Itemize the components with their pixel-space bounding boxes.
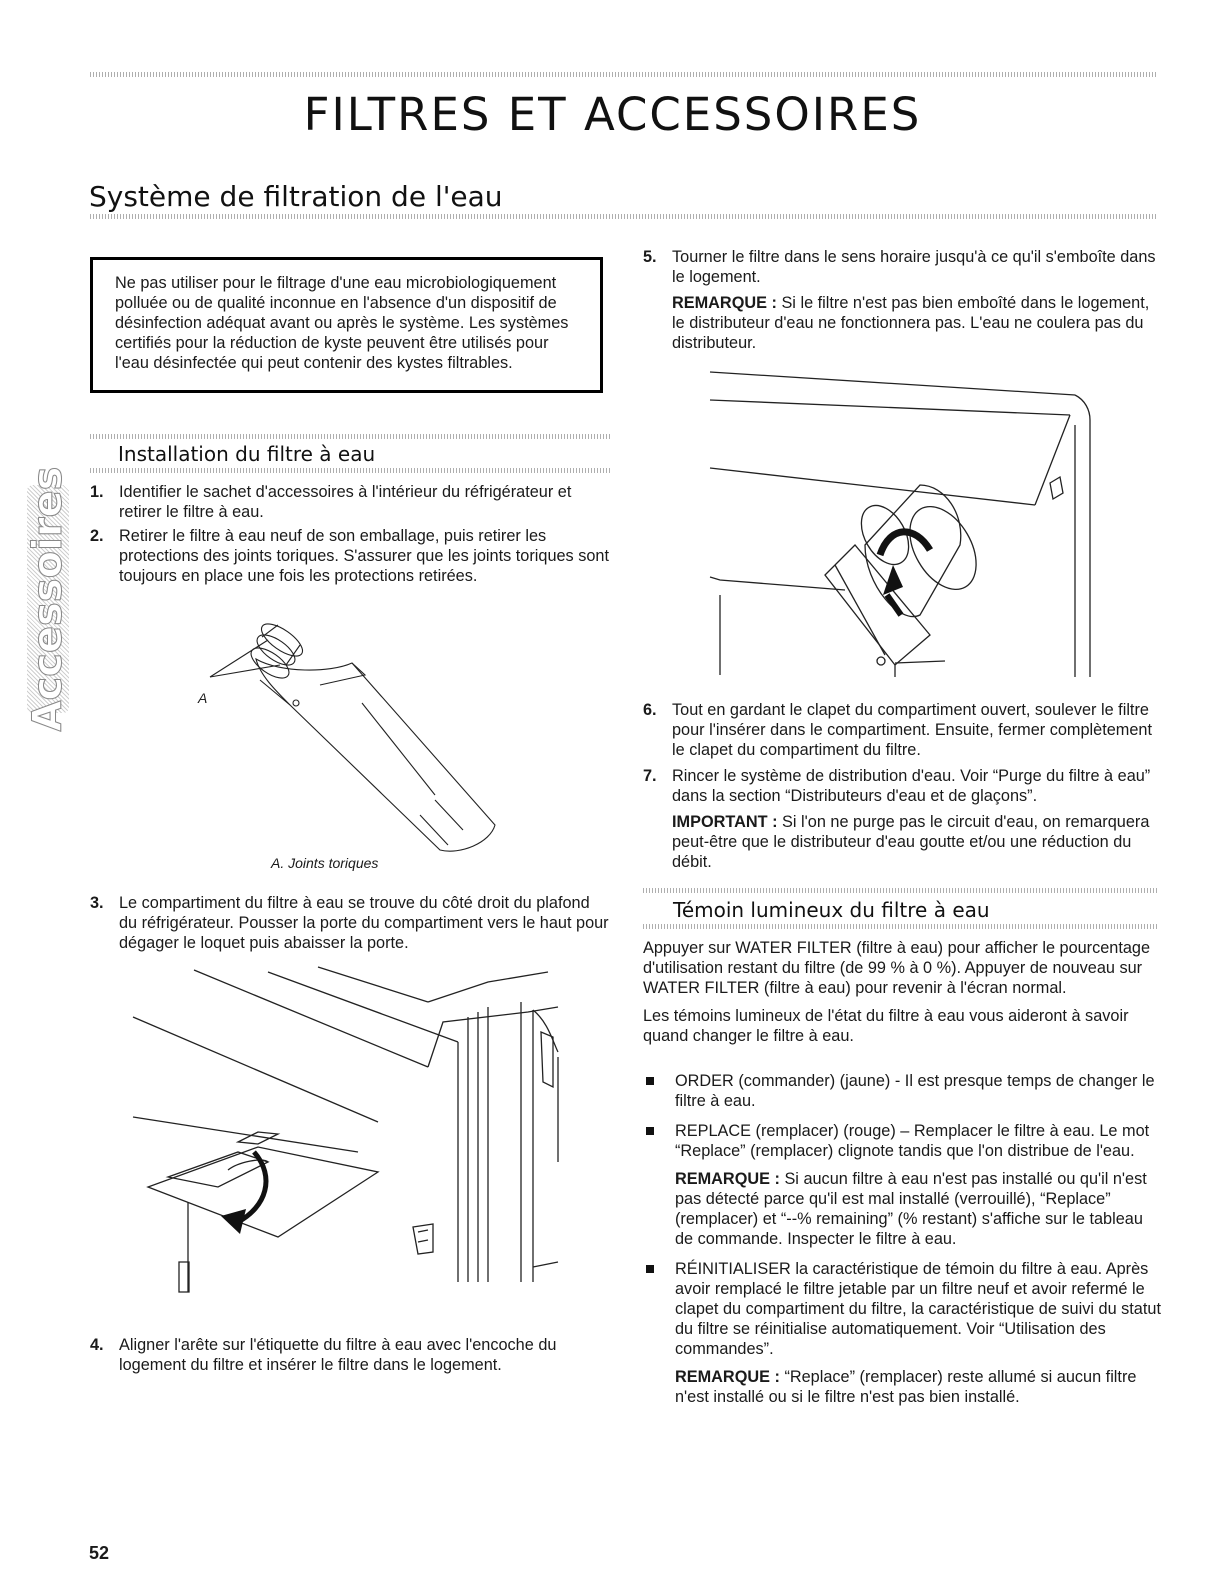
bullet-text: RÉINITIALISER la caractéristique de témoin du filtre à eau. Après avoir remplacé le filtre jetable par un filtre neuf et avoir refermé le clapet du compartiment du filtre, la caractéristique de suivi du statut du filtre se réinitialise automatiquement. Voir “Utilisation des commandes”. bbox=[675, 1260, 1161, 1358]
indicator-paragraph: Les témoins lumineux de l'état du filtre à eau vous aideront à savoir quand changer le filtre à eau. bbox=[643, 1007, 1129, 1045]
step-text: Identifier le sachet d'accessoires à l'intérieur du réfrigérateur et retirer le filtre à eau. bbox=[119, 483, 572, 521]
step-1 bbox=[90, 482, 610, 522]
bullet-note bbox=[675, 1169, 1163, 1249]
warning-text: Ne pas utiliser pour le filtrage d'une eau microbiologiquement polluée ou de qualité inconnue en l'absence d'un dispositif de désinfection adéquat avant ou après le système. Les systèmes certifiés pour la réduction de kyste peuvent être utilisés pour l'eau désinfectée qui peut contenir des kystes filtrables. bbox=[115, 274, 569, 372]
step-5 bbox=[643, 247, 1163, 359]
bullet-square bbox=[646, 1127, 654, 1135]
step-6 bbox=[643, 700, 1163, 760]
step-number: 5. bbox=[643, 248, 657, 266]
indicator-paragraph: Appuyer sur WATER FILTER (filtre à eau) pour afficher le pourcentage d'utilisation restant du filtre (de 99 % à 0 %). Appuyer de nouveau sur WATER FILTER (filtre à eau) pour revenir à l'écran normal. bbox=[643, 939, 1151, 997]
note-label: IMPORTANT : bbox=[672, 813, 778, 831]
bullet-note bbox=[675, 1367, 1163, 1407]
step-text: Aligner l'arête sur l'étiquette du filtre à eau avec l'encoche du logement du filtre et insérer le filtre dans le logement. bbox=[119, 1336, 557, 1374]
header-rule bbox=[90, 72, 1157, 77]
side-tab-accessoires bbox=[25, 466, 71, 732]
step-note bbox=[672, 293, 1163, 353]
note-text: Si l'on ne purge pas le circuit d'eau, on remarquera peut-être que le distributeur d'eau goutte et/ou une réduction du débit. bbox=[672, 813, 1150, 871]
installation-title: Installation du filtre à eau bbox=[118, 442, 376, 466]
bullet-square bbox=[646, 1077, 654, 1085]
list-item bbox=[643, 1071, 1163, 1111]
step-text: Retirer le filtre à eau neuf de son emballage, puis retirer les protections des joints toriques. S'assurer que les joints toriques sont toujours en place une fois les protections retirées. bbox=[119, 527, 609, 585]
step-text: Tourner le filtre dans le sens horaire jusqu'à ce qu'il s'emboîte dans le logement. bbox=[672, 248, 1156, 286]
list-item bbox=[643, 1259, 1163, 1407]
step-number: 4. bbox=[90, 1336, 104, 1354]
water-filter-illustration bbox=[190, 615, 520, 860]
page-title: FILTRES ET ACCESSOIRES bbox=[303, 88, 922, 141]
indicator-rule-bottom bbox=[643, 924, 1157, 929]
installation-rule-top bbox=[90, 434, 610, 439]
step-2 bbox=[90, 526, 610, 586]
installation-rule-bottom bbox=[90, 468, 610, 473]
step-number: 6. bbox=[643, 701, 657, 719]
step-number: 2. bbox=[90, 527, 104, 545]
step-3 bbox=[90, 893, 610, 953]
step-number: 7. bbox=[643, 767, 657, 785]
indicator-bullet-list bbox=[643, 1071, 1163, 1417]
compartment-open-illustration bbox=[128, 962, 573, 1302]
side-tab-label: Accessoires bbox=[25, 466, 71, 732]
note-label: REMARQUE : bbox=[672, 294, 777, 312]
filter-insertion-illustration bbox=[705, 365, 1095, 685]
bullet-text: REPLACE (remplacer) (rouge) – Remplacer le filtre à eau. Le mot “Replace” (remplacer) clignote tandis que l'on distribue de l'eau. bbox=[675, 1122, 1150, 1160]
bullet-text: ORDER (commander) (jaune) - Il est presque temps de changer le filtre à eau. bbox=[675, 1072, 1155, 1110]
indicator-title: Témoin lumineux du filtre à eau bbox=[673, 898, 990, 922]
note-text: Si le filtre n'est pas bien emboîté dans le logement, le distributeur d'eau ne fonctionnera pas. L'eau ne coulera pas du distributeur. bbox=[672, 294, 1150, 352]
step-number: 3. bbox=[90, 894, 104, 912]
figure-caption: A. Joints toriques bbox=[271, 855, 379, 871]
step-note bbox=[672, 812, 1163, 872]
page-number: 52 bbox=[89, 1543, 110, 1563]
section-title: Système de filtration de l'eau bbox=[89, 180, 503, 213]
list-item bbox=[643, 1121, 1163, 1249]
note-text: Si aucun filtre à eau n'est pas installé ou qu'il n'est pas détecté parce qu'il est mal installé (verrouillé), “Replace” (remplacer) et “--% remaining” (% restant) s'affiche sur le tableau de commande. Inspecter le filtre à eau. bbox=[675, 1170, 1147, 1248]
step-number: 1. bbox=[90, 483, 104, 501]
bullet-square bbox=[646, 1265, 654, 1273]
step-7 bbox=[643, 766, 1163, 878]
step-text: Rincer le système de distribution d'eau. Voir “Purge du filtre à eau” dans la section “Distributeurs d'eau et de glaçons”. bbox=[672, 767, 1151, 805]
note-text: “Replace” (remplacer) reste allumé si aucun filtre n'est installé ou si le filtre n'est pas bien installé. bbox=[675, 1368, 1137, 1406]
step-text: Tout en gardant le clapet du compartiment ouvert, soulever le filtre pour l'insérer dans le compartiment. Ensuite, fermer complètement le clapet du compartiment du filtre. bbox=[672, 701, 1152, 759]
note-label: REMARQUE : bbox=[675, 1368, 780, 1386]
warning-box bbox=[90, 257, 603, 393]
callout-a: A bbox=[198, 690, 208, 706]
step-4 bbox=[90, 1335, 610, 1375]
note-label: REMARQUE : bbox=[675, 1170, 780, 1188]
section-rule bbox=[90, 214, 1157, 219]
step-text: Le compartiment du filtre à eau se trouve du côté droit du plafond du réfrigérateur. Pousser la porte du compartiment vers le haut pour dégager le loquet puis abaisser la porte. bbox=[119, 894, 609, 952]
indicator-rule-top bbox=[643, 888, 1157, 893]
indicator-paragraphs bbox=[643, 938, 1163, 1054]
